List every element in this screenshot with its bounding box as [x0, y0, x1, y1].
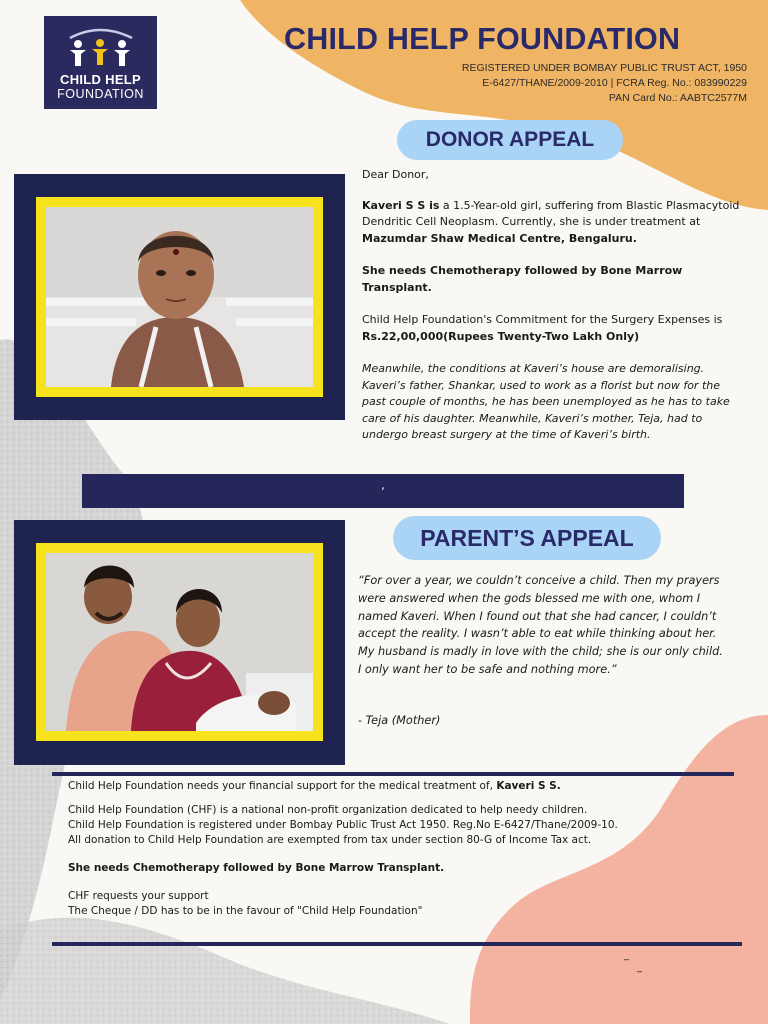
bottom-treatment-need: She needs Chemotherapy followed by Bone Marrow Transplant. [68, 862, 445, 874]
donor-appeal-body [362, 167, 747, 444]
divider-top [52, 772, 734, 776]
treatment-need: She needs Chemotherapy followed by Bone Marrow Transplant. [362, 264, 683, 294]
logo-text-line1: CHILD HELP [60, 72, 141, 87]
child-photo-frame [14, 174, 345, 420]
commitment: Child Help Foundation's Commitment for the Surgery Expenses is Rs.22,00,000(Rupees Twenty-Two Lakh Only) [362, 313, 723, 343]
children-icon [44, 24, 157, 70]
banner-band: , [82, 474, 684, 508]
support-section [68, 779, 748, 919]
gray-blob-bottom [0, 918, 450, 1024]
hospital-name: Mazumdar Shaw Medical Centre, Bengaluru. [362, 231, 637, 245]
patient-description: Kaveri S S is a 1.5-Year-old girl, suffering from Blastic Plasmacytoid Dendritic Cell Neoplasm. Currently, she is under treatment at Mazumdar Shaw Medical Centre, Bengaluru. [362, 198, 740, 245]
request-line-1: CHF requests your support [68, 890, 209, 902]
organization-title: CHILD HELP FOUNDATION [284, 22, 681, 56]
logo-text-line2: FOUNDATION [57, 87, 144, 101]
about-line-3: All donation to Child Help Foundation are exempted from tax under section 80-G of Income Tax act. [68, 834, 592, 846]
about-line-2: Child Help Foundation is registered under Bombay Public Trust Act 1950. Reg.No E-6427/Thane/2009-10. [68, 819, 618, 831]
greeting: Dear Donor, [362, 168, 429, 181]
footer-mark-2: _ [637, 962, 642, 973]
patient-name: Kaveri S S is [362, 198, 440, 212]
pan-card-line: PAN Card No.: AABTC2577M [608, 92, 747, 104]
about-line-1: Child Help Foundation (CHF) is a national non-profit organization dedicated to help needy children. [68, 804, 588, 816]
family-conditions: Meanwhile, the conditions at Kaveri’s house are demoralising. Kaveri’s father, Shankar, used to work as a florist but now for the past couple of months, he has been unemployed as he has to take care of his daughter. Meanwhile, Kaveri’s mother, Teja, had to undergo breast surgery at the time of Kaveri’s birth. [362, 362, 730, 441]
logo [44, 16, 157, 109]
parents-photo-frame [14, 520, 345, 765]
registration-line-2: E-6427/THANE/2009-2010 | FCRA Reg. No.: 083990229 [482, 77, 747, 89]
donor-appeal-heading: DONOR APPEAL [397, 120, 623, 160]
registration-line-1: REGISTERED UNDER BOMBAY PUBLIC TRUST ACT, 1950 [461, 62, 747, 74]
support-request: Child Help Foundation needs your financial support for the medical treatment of, Kaveri S S. [68, 780, 561, 792]
parent-quote: “For over a year, we couldn’t conceive a child. Then my prayers were answered when the gods blessed me with one, whom I named Kaveri. When I found out that she had cancer, I couldn’t accept the reality. I wasn’t able to eat while thinking about her. My husband is madly in love with the child; she is our only child. I only want her to be safe and nothing more.” [358, 574, 723, 676]
parent-appeal-heading: PARENT’S APPEAL [393, 516, 661, 560]
child-photo [46, 207, 313, 387]
quote-attribution: - Teja (Mother) [358, 714, 441, 727]
divider-bottom [52, 942, 742, 946]
amount: Rs.22,00,000(Rupees Twenty-Two Lakh Only) [362, 329, 640, 343]
footer-mark-1: _ [624, 950, 629, 961]
request-line-2: The Cheque / DD has to be in the favour of "Child Help Foundation" [68, 905, 423, 917]
support-patient-name: Kaveri S S. [496, 780, 561, 792]
parents-photo [46, 553, 313, 731]
